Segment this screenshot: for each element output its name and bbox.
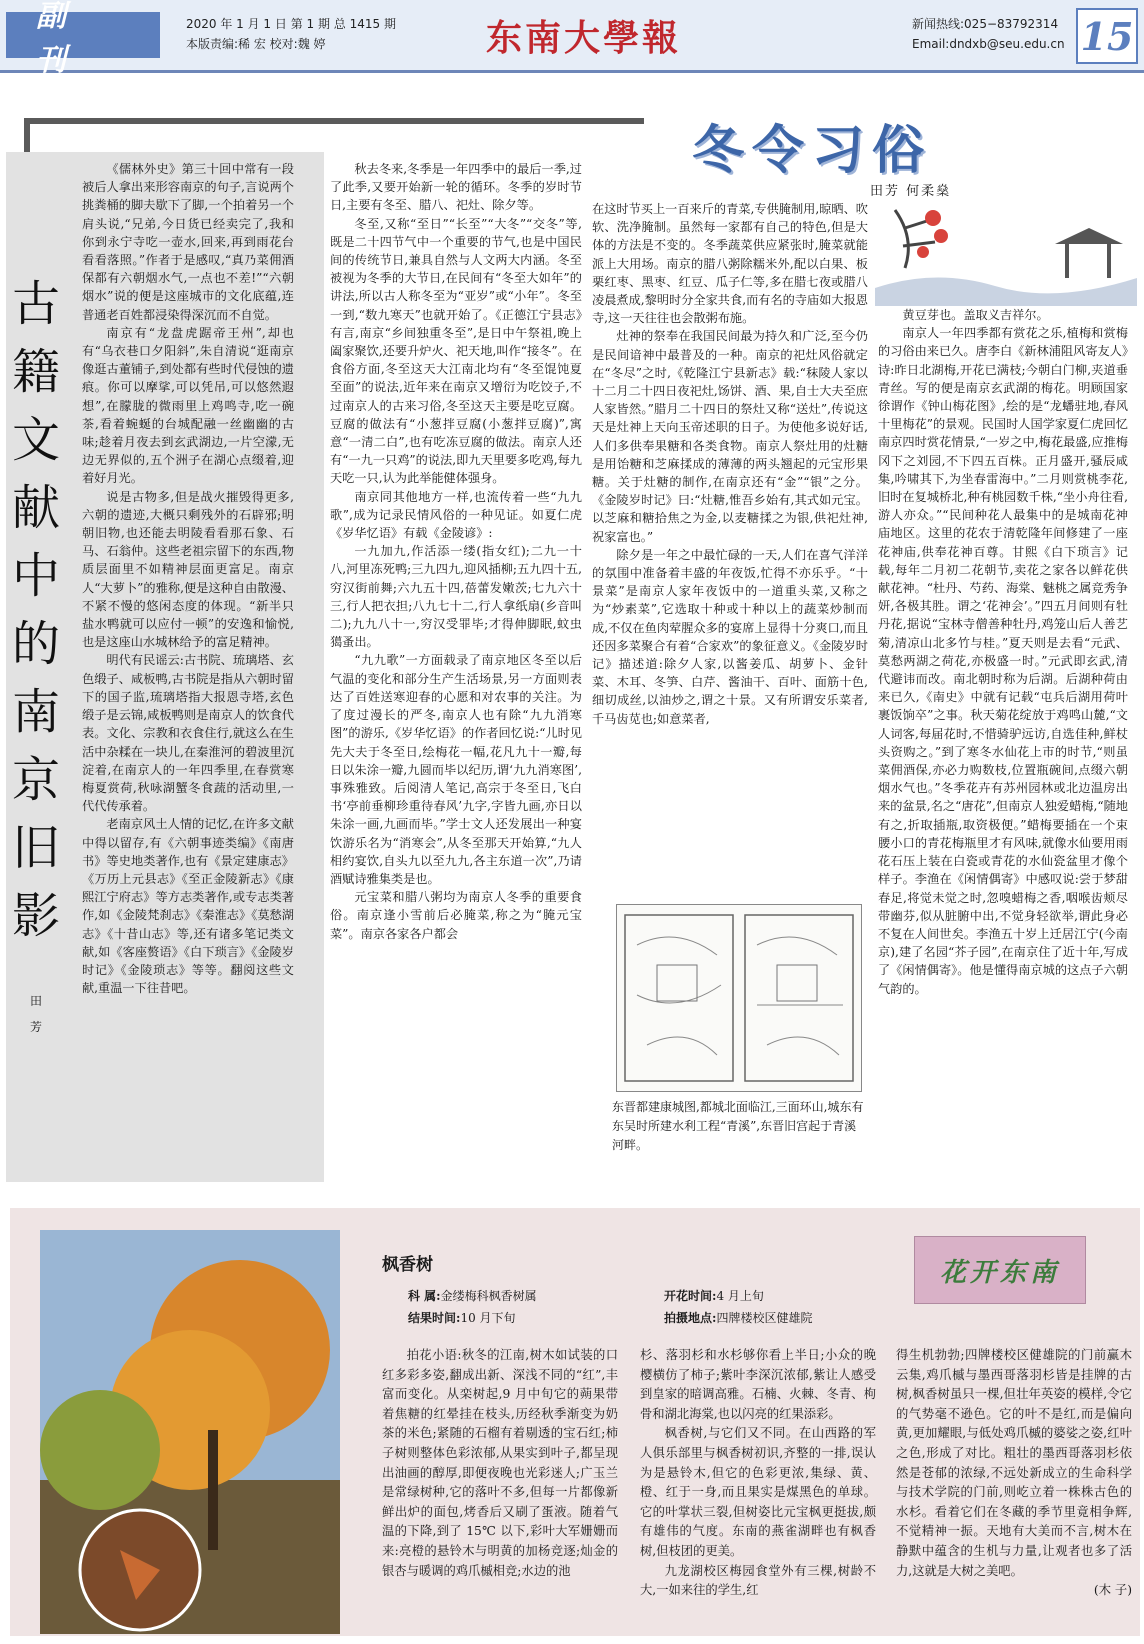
contact-info — [912, 14, 1065, 54]
flower-fruit-row — [408, 1308, 516, 1329]
paragraph: 元宝菜和腊八粥均为南京人冬季的重要食俗。南京逢小雪前后必腌菜,称之为“腌元宝菜”。南京各家各户都会 — [330, 890, 582, 941]
ancient-map-image — [616, 904, 862, 1092]
divider — [24, 118, 644, 124]
page-number: 15 — [1076, 8, 1138, 64]
family-value: 金缕梅科枫香树属 — [440, 1289, 537, 1303]
left-article-author: 田 芳 — [30, 994, 43, 1034]
winter-col-2 — [592, 200, 868, 900]
paragraph: 《儒林外史》第三十回中常有一段被后人拿出来形容南京的句子,言说两个挑粪桶的脚夫歇下了脚,一个拍着另一个肩头说,“兄弟,今日货已经卖完了,我和你到永宁寺吃一壶水,回来,再到雨花台看看落照。”作者于是感叹,“真乃菜佣酒保都有六朝烟水气,一点也不差!”“六朝烟水”说的便是这座城市的文化底蕴,连普通老百姓都浸染得深沉而不自觉。 — [82, 162, 294, 322]
ink-painting-illustration — [875, 198, 1137, 306]
paragraph: “九九歌”一方面载录了南京地区冬至以后气温的变化和部分生产生活场景,另一方面则表达了百姓送寒迎春的心愿和对农事的关注。为了度过漫长的严冬,南京人也有除“九九消寒图”的游乐,《岁华忆语》的作者回忆说:“儿时见先大夫于冬至日,绘梅花一幅,花凡九十一瓣,每日以朱涂一瓣,九圆而毕以纪历,谓‘九九消寒图’,事殊雅致。后阅清人笔记,高宗于冬至日,飞白书‘亭前垂柳珍重待春风’九字,字皆九画,亦日以朱涂一画,九画而毕。”学士文人还发展出一种宴饮游乐名为“消寒会”,从冬至那天开始算,“九人相约宴饮,自头九以至九九,各主东道一次”,乃请酒赋诗雅集类是也。 — [330, 653, 583, 886]
paragraph: 灶神的祭奉在我国民间最为持久和广泛,至今仍是民间谙神中最普及的一种。南京的祀灶风俗就定在“冬尽”之时,《乾隆江宁县新志》载:“秣陵人家以十二月二十四日夜祀灶,饧饼、酒、果,自士大夫至庶人家皆然。”腊月二十四日的祭灶又称“送灶”,传说这天是灶神上天向玉帝述职的日子。为使他多说好话,人们多供奉果糖和各类食物。南京人祭灶用的灶糖是用饴糖和芝麻揉成的薄薄的两头翘起的元宝形果糖。关于灶糖的制作,在南京还有“金”“银”之分。《金陵岁时记》曰:“灶糖,惟吾乡始有,其式如元宝。以芝麻和糖拾焦之为金,以麦糖揉之为银,供祀灶神,祝家富也。” — [592, 329, 868, 544]
paragraph: 老南京风土人情的记忆,在许多文献中得以留存,有《六朝事迹类编》《南唐书》等史地类著作,也有《景定建康志》《万历上元县志》《至正金陵新志》《康熙江宁府志》等方志类著作,或专志类著作,如《金陵梵刹志》《秦淮志》《莫愁湖志》《十昔山志》等,还有诸多笔记类文献,如《客座赘语》《白下琐言》《金陵岁时记》《金陵琐志》等等。翻阅这些文献,重温一下往昔吧。 — [82, 817, 294, 996]
page-header — [0, 0, 1144, 78]
winter-col-1 — [330, 160, 582, 1150]
paragraph: 在这时节买上一百来斤的青菜,专供腌制用,晾晒、吹软、洗净腌制。虽然每一家都有自己的特色,但是大体的方法是不变的。冬季蔬菜供应紧张时,腌菜就能派上大用场。南京的腊八粥除糯米外,配以白果、板栗红枣、黑枣、红豆、瓜子仁等,多在腊七夜或腊八凌晨煮成,黎明时分全家共食,而有名的寺庙如大报恩寺,这一天往往也会散粥布施。 — [592, 202, 868, 326]
issue-info — [186, 14, 396, 54]
paragraph: 九龙湖校区梅园食堂外有三棵,树龄不大,一如来往的学生,红 — [640, 1563, 876, 1598]
paragraph: 明代有民谣云:古书院、琉璃塔、玄色缎子、咸板鸭,古书院是指从六朝时留下的国子监,琉璃塔指大报恩寺塔,玄色缎子是云锦,咸板鸭则是南京人的饮食代表。文化、宗教和衣食住行,就这么在生活中杂糅在一块儿,在秦淮河的碧波里沉淀着,在南京人的一年四季里,在春赏寒梅夏赏荷,秋咏湖蟹冬食蔬的活动里,一代代传承着。 — [82, 653, 294, 814]
family-label: 科 属: — [408, 1289, 441, 1303]
flower-col-3 — [896, 1346, 1132, 1634]
section-badge: 副刊 — [6, 12, 160, 58]
winter-col-3 — [878, 306, 1128, 1166]
maple-tree-photo — [40, 1230, 340, 1634]
author-signature: (木 子) — [1093, 1583, 1132, 1598]
paragraph: 除夕是一年之中最忙碌的一天,人们在喜气洋洋的氛围中准备着丰盛的年夜饭,忙得不亦乐乎。“十景菜”是南京人家年夜饭中的一道重头菜,又称之为“炒素菜”,它选取十种或十种以上的蔬菜炒制而成,不仅在鱼肉荤腥众多的宴席上显得十分爽口,而且还因多菜聚合有着“合家欢”的象征意义。《金陵岁时记》描述道:除夕人家,以酱姜瓜、胡萝卜、金针菜、木耳、冬笋、白芹、酱油干、百叶、面筋十色,细切成丝,以油炒之,谓之十景。又有所谓安乐菜者,千马齿苋也;如意菜者, — [592, 547, 868, 726]
email: Email:dndxb@seu.edu.cn — [912, 37, 1065, 51]
place-label: 拍摄地点: — [664, 1311, 717, 1325]
hotline: 新闻热线:025−83792314 — [912, 17, 1059, 31]
paragraph: 一九加九,作活添一缕(指女红);二九一十八,河里冻死鸭;三九四九,迎风插柳;五九四十五,穷汉街前舞;六九五十四,蓓蕾发嫩茨;七九六十三,行人把衣担;八九七十二,行人拿纸扇(乡音叫二);九九八十一,穷汉受罪毕;才得伸脚眠,蚊虫獦蚤出。 — [330, 544, 582, 650]
flower-col-1 — [382, 1346, 618, 1634]
map-caption: 东晋都建康城图,都城北面临江,三面环山,城东有东吴时所建水利工程“青溪”,东晋旧宫起于青溪河畔。 — [612, 1100, 864, 1152]
paragraph: 得生机勃勃;四牌楼校区健雄院的门前赢木云集,鸡爪槭与墨西哥落羽杉皆是挂牌的古树,枫香树虽只一棵,但壮年英姿的模样,令它的气势毫不逊色。它的叶不是红,而是偏向黄,更加耀眼,与低处鸡爪槭的婆娑之姿,红叶之色,形成了对比。粗壮的墨西哥落羽杉依然是苍郁的浓绿,不远处新成立的生命科学与技术学院的门前,则屹立着一株株古色的水杉。看着它们在冬藏的季节里竟相争辉,不觉精神一振。天地有大美而不言,树木在静默中蕴含的生机与力量,让观者也多了活力,这就是大树之美吧。 — [896, 1348, 1132, 1578]
bloom-value: 4 月上旬 — [716, 1289, 764, 1303]
paragraph: 南京人一年四季都有赏花之乐,植梅和赏梅的习俗由来已久。唐李白《新林浦阻风寄友人》诗:昨日北湖梅,开花已满枝;今朝白门柳,夹道垂青丝。写的便是南京玄武湖的梅花。明顾国家徐谓作《钟山梅花图》,绘的是“龙蟠驻地,春风十里梅花”的景观。民国时人国学家夏仁虎回忆南京四时赏花情景,“一岁之中,梅花最盛,应推梅冈下之刘园,不下四五百株。正月盛开,骚辰咸集,吟啸其下,为坐春雷海中。”二月则赏桃李花,旧时在复城桥北,种有桃园数千株,“坐小舟往看,游人亦众。”“民间种花人最集中的是城南花神庙地区。这里的花农于清乾隆年间修建了一座花神庙,供奉花神百尊。甘熙《白下琐言》记载,每年二月初二花朝节,卖花之家各以鲜花供献花神。“杜丹、芍药、海棠、魅桃之属竞秀争妍,各极其胜。谓之‘花神会’。”四五月间则有牡丹花,据说“宝林寺僧善种牡丹,鸡笼山后人善艺菊,清凉山北多竹与桂。”夏天则是去看“元武、莫愁两湖之荷花,亦极盛一时。”元武即玄武,清代避讳而改。南北朝时称为后湖。后湖种荷由来已久,《南史》中就有记载“屯兵后湖用荷叶裹饭饷卒”之事。秋天菊花绽放于鸡鸣山麓,“文人词客,每届花时,不惜骑驴远访,自选佳种,鲜杖头资购之。”到了寒冬水仙花上市的时节,“则虽菜佣酒保,亦必力购数枝,位置瓶碗间,点缀六朝烟水气也。”冬季花卉有苏州园林或北边温房出来的盆景,名之“唐花”,但南京人独爱蜡梅,“随地有之,折取插瓶,取资极便。”蜡梅要插在一个束腰小口的青花梅瓶里才有风味,就像水仙要用雨花石压上装在白瓷或青花的水仙瓷盆里才像个样子。李渔在《闲情偶寄》中感叹说:尝于梦甜春足,将觉未觉之时,忽嗅蜡梅之香,咽喉齿颊尽带幽芬,似从脏腑中出,不觉身轻欲举,谓此身必不复在人间世矣。李渔五十岁上迁居江宁(今南京),建了名园“芥子园”,在南京住了近十年,写成了《闲情偶寄》。他是懂得南京城的这点子六朝气韵的。 — [878, 326, 1128, 996]
paragraph: 冬至,又称“至日”“长至”“大冬”“交冬”等,既是二十四节气中一个重要的节气,也是中国民间的传统节日,兼具自然与人文两大内涵。冬至被视为冬季的大节日,在民间有“冬至大如年”的讲法,所以古人称冬至为“亚岁”或“小年”。冬至一到,“数九寒天”也就开始了。《正德江宁县志》有言,南京“乡间独重冬至”,是日中午祭祖,晚上阖家聚饮,还要升炉火、祀天地,叫作“接冬”。在食俗方面,冬至这天大江南北均有“冬至馄饨夏至面”的说法,近年来在南京又增衍为吃饺子,不过南京人的古来习俗,冬至这天主要是吃豆腐。豆腐的做法有“小葱拌豆腐(小葱拌豆腐)”,寓意“一清二白”,也有吃冻豆腐的做法。南京人还有“一九一只鸡”的说法,即九天里要多吃鸡,每九天吃一只,认为此举能健体强身。 — [330, 216, 582, 486]
left-article-body — [82, 160, 294, 1160]
issue-line: 2020 年 1 月 1 日 第 1 期 总 1415 期 — [186, 17, 396, 31]
bloom-label: 开花时间: — [664, 1289, 717, 1303]
flower-col-2 — [640, 1346, 876, 1634]
paragraph: 秋去冬来,冬季是一年四季中的最后一季,过了此季,又要开始新一轮的循环。冬季的岁时节日,主要有冬至、腊八、祀灶、除夕等。 — [330, 162, 582, 213]
fruit-label: 结果时间: — [408, 1311, 461, 1325]
flower-title: 枫香树 — [382, 1255, 433, 1275]
paragraph: 南京有“龙盘虎踞帝王州”,却也有“乌衣巷口夕阳斜”,朱自清说“逛南京像逛古董铺子,到处都有些时代侵蚀的遗痕。你可以摩挲,可以凭吊,可以悠然遐想”,在朦胧的微雨里上鸡鸣寺,吃一碗茶,看着蜿蜒的台城配融一丝幽幽的古味;趁着月夜去到玄武湖边,一片空濛,无边无界似的,五个洲子在湖心点缀着,迎着好月光。 — [82, 325, 294, 486]
left-article-title: 古籍文献中的南京旧影 — [11, 276, 60, 944]
flower-column-badge: 花开东南 — [914, 1236, 1086, 1304]
editor-line: 本版责编:稀 宏 校对:魏 婷 — [186, 37, 326, 51]
place-value: 四牌楼校区健雄院 — [716, 1311, 813, 1325]
paragraph: 南京同其他地方一样,也流传着一些“九九歌”,成为记录民情风俗的一种见证。如夏仁虎《岁华忆语》有载《金陵谚》: — [330, 489, 582, 541]
paragraph: 黄豆芽也。盖取义吉祥尔。 — [902, 308, 1049, 322]
fruit-value: 10 月下旬 — [460, 1311, 516, 1325]
winter-article-title: 冬令习俗 — [692, 120, 933, 181]
winter-article-authors: 田芳 何柔燊 — [870, 184, 952, 199]
flower-place-row — [664, 1308, 812, 1329]
paragraph: 杉、落羽杉和水杉够你看上半日;小众的晚樱横仿了柿子;紫叶李深沉浓郁,紫让人感受到皇家的暗调高雅。石楠、火棘、冬青、枸骨和湖北海棠,也以闪亮的红果添彩。 — [640, 1348, 876, 1421]
paragraph: 拍花小语:秋冬的江南,树木如试装的口红多彩多姿,翻成出新、深浅不同的“红”,丰富而变化。从栾树起,9 月中旬它的蒴果带着焦糖的红晕挂在枝头,历经秋季渐变为奶茶的米色;紧随的石榴有着剔透的宝石红;柿子树则整体色彩浓郁,从果实到叶子,都呈现出油画的醇厚,即便夜晚也光彩迷人;广玉兰是常绿树种,它的落叶不多,但每一片都像新鲜出炉的面包,烤香后又刷了蛋液。随着气温的下降,到了 15℃ 以下,彩叶大军姗姗而来:亮橙的悬铃木与明黄的加杨竞逐;灿金的银杏与暖调的鸡爪槭相竞;水边的池 — [382, 1348, 618, 1578]
flower-family-row — [408, 1286, 537, 1307]
paragraph: 枫香树,与它们又不同。在山西路的军人俱乐部里与枫香树初识,齐整的一排,误认为是悬铃木,但它的色彩更浓,集绿、黄、橙、红于一身,而且果实是煤黑色的单球。它的叶掌状三裂,但树姿比元宝枫更挺拔,颇有雄伟的气度。东南的燕雀湖畔也有枫香树,但枝团的更美。 — [640, 1426, 876, 1558]
paragraph: 说是古物多,但是战火摧毁得更多,六朝的遗迹,大概只剩残外的石辟邪;明朝旧物,也还能去明陵看看那石象、石马、石翁仲。这些老祖宗留下的东西,物质层面里不如精神层面更富足。南京人“大萝卜”的雅称,便是这种自由散漫、不紧不慢的悠闲态度的体现。“新半只盐水鸭就可以应付一顿”的安逸和愉悦,也是这座山水城林给予的富足精神。 — [82, 489, 294, 650]
flower-bloom-row — [664, 1286, 764, 1307]
masthead-logo: 东南大學報 — [486, 17, 682, 59]
